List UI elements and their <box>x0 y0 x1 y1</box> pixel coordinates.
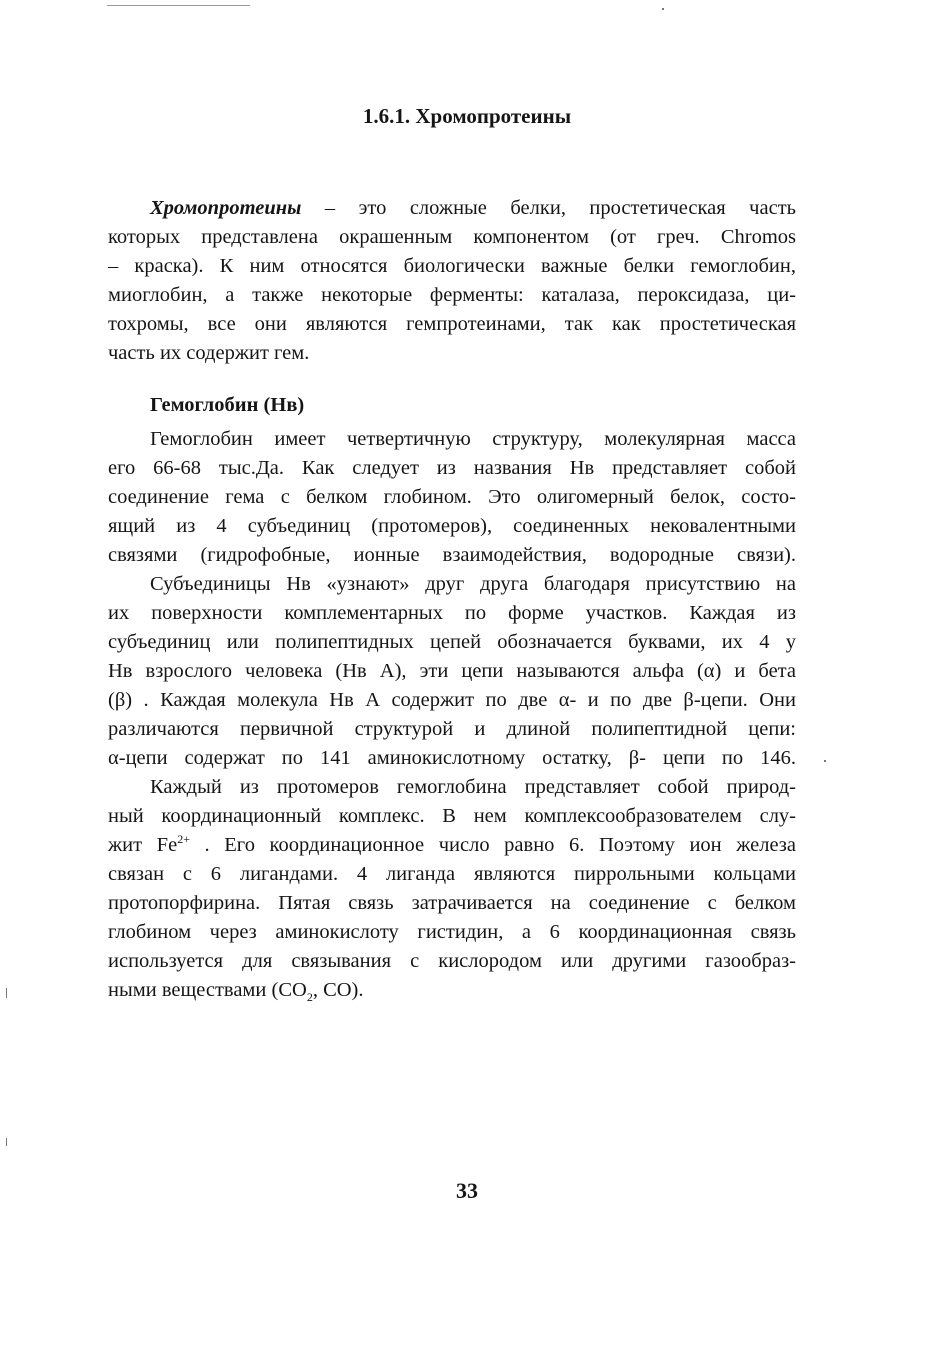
paragraph-line: α-цепи содержат по 141 аминокислотному остатку, β- цепи по 146. <box>108 747 796 769</box>
paragraph-line: субъединиц или полипептидных цепей обозначается буквами, их 4 у <box>108 631 796 653</box>
paragraph-line: ными веществами ($CO_2$, CO). <box>108 979 364 1005</box>
term-chromoproteins: Хромопротеины <box>150 197 302 219</box>
paragraph-line: протопорфирина. Пятая связь затрачивается на соединение с белком <box>108 892 796 914</box>
intro-line: тохромы, все они являются гемпротеинами, так как простетическая <box>108 313 796 335</box>
hemoglobin-paragraph-1 <box>108 425 796 570</box>
paragraph-line: Субъединицы Нв «узнают» друг друга благодаря присутствию на <box>150 573 796 595</box>
intro-line: Хромопротеины – это сложные белки, простетическая часть <box>150 197 796 219</box>
intro-line: которых представлена окрашенным компонентом (от греч. Chromos <box>108 226 796 248</box>
paragraph-line: используется для связывания с кислородом или другими газообраз- <box>108 950 796 972</box>
paragraph-line: глобином через аминокислоту гистидин, а 6 координационная связь <box>108 921 796 943</box>
paragraph-line: соединение гема с белком глобином. Это олигомерный белок, состо- <box>108 486 796 508</box>
scan-speck <box>824 760 826 762</box>
paragraph-line: (β) . Каждая молекула Нв А содержит по две α- и по две β-цепи. Они <box>108 689 796 711</box>
paragraph-line: жит $Fe^{2+}$ . Его координационное число равно 6. Поэтому ион железа <box>108 832 796 856</box>
hemoglobin-paragraph-2 <box>108 570 796 773</box>
top-rule <box>107 5 250 6</box>
paragraph-line: Нв взрослого человека (Нв А), эти цепи называются альфа (α) и бета <box>108 660 796 682</box>
paragraph-line: его 66-68 тыс.Да. Как следует из названия Нв представляет собой <box>108 457 796 479</box>
paragraph-line: различаются первичной структурой и длиной полипептидной цепи: <box>108 718 796 740</box>
section-title: 1.6.1. Хромопротеины <box>362 104 572 128</box>
paragraph-line: Каждый из протомеров гемоглобина представляет собой природ- <box>150 776 796 798</box>
page-number: 33 <box>456 1178 478 1203</box>
iron-charge-superscript: 2+ <box>177 832 190 847</box>
scan-speck <box>6 988 7 998</box>
paragraph-line: Гемоглобин имеет четвертичную структуру, молекулярная масса <box>150 428 796 450</box>
hemoglobin-heading: Гемоглобин (Нв) <box>150 394 305 416</box>
paragraph-line: их поверхности комплементарных по форме участков. Каждая из <box>108 602 796 624</box>
intro-line: – краска). К ним относятся биологически важные белки гемоглобин, <box>108 255 796 277</box>
paragraph-line: связан с 6 лигандами. 4 лиганда являются пиррольными кольцами <box>108 863 796 885</box>
scan-speck <box>662 8 664 10</box>
intro-line: миоглобин, а также некоторые ферменты: каталаза, пероксидаза, ци- <box>108 284 796 306</box>
paragraph-line: ящий из 4 субъединиц (протомеров), соединенных нековалентными <box>108 515 796 537</box>
co2-subscript: 2 <box>306 990 313 1005</box>
paragraph-line: связями (гидрофобные, ионные взаимодействия, водородные связи). <box>108 544 796 566</box>
scan-speck <box>6 1138 7 1146</box>
hemoglobin-paragraph-3 <box>108 773 796 1005</box>
intro-line: часть их содержит гем. <box>108 342 310 364</box>
intro-paragraph <box>108 194 796 368</box>
paragraph-line: ный координационный комплекс. В нем комплексообразователем слу- <box>108 805 796 827</box>
